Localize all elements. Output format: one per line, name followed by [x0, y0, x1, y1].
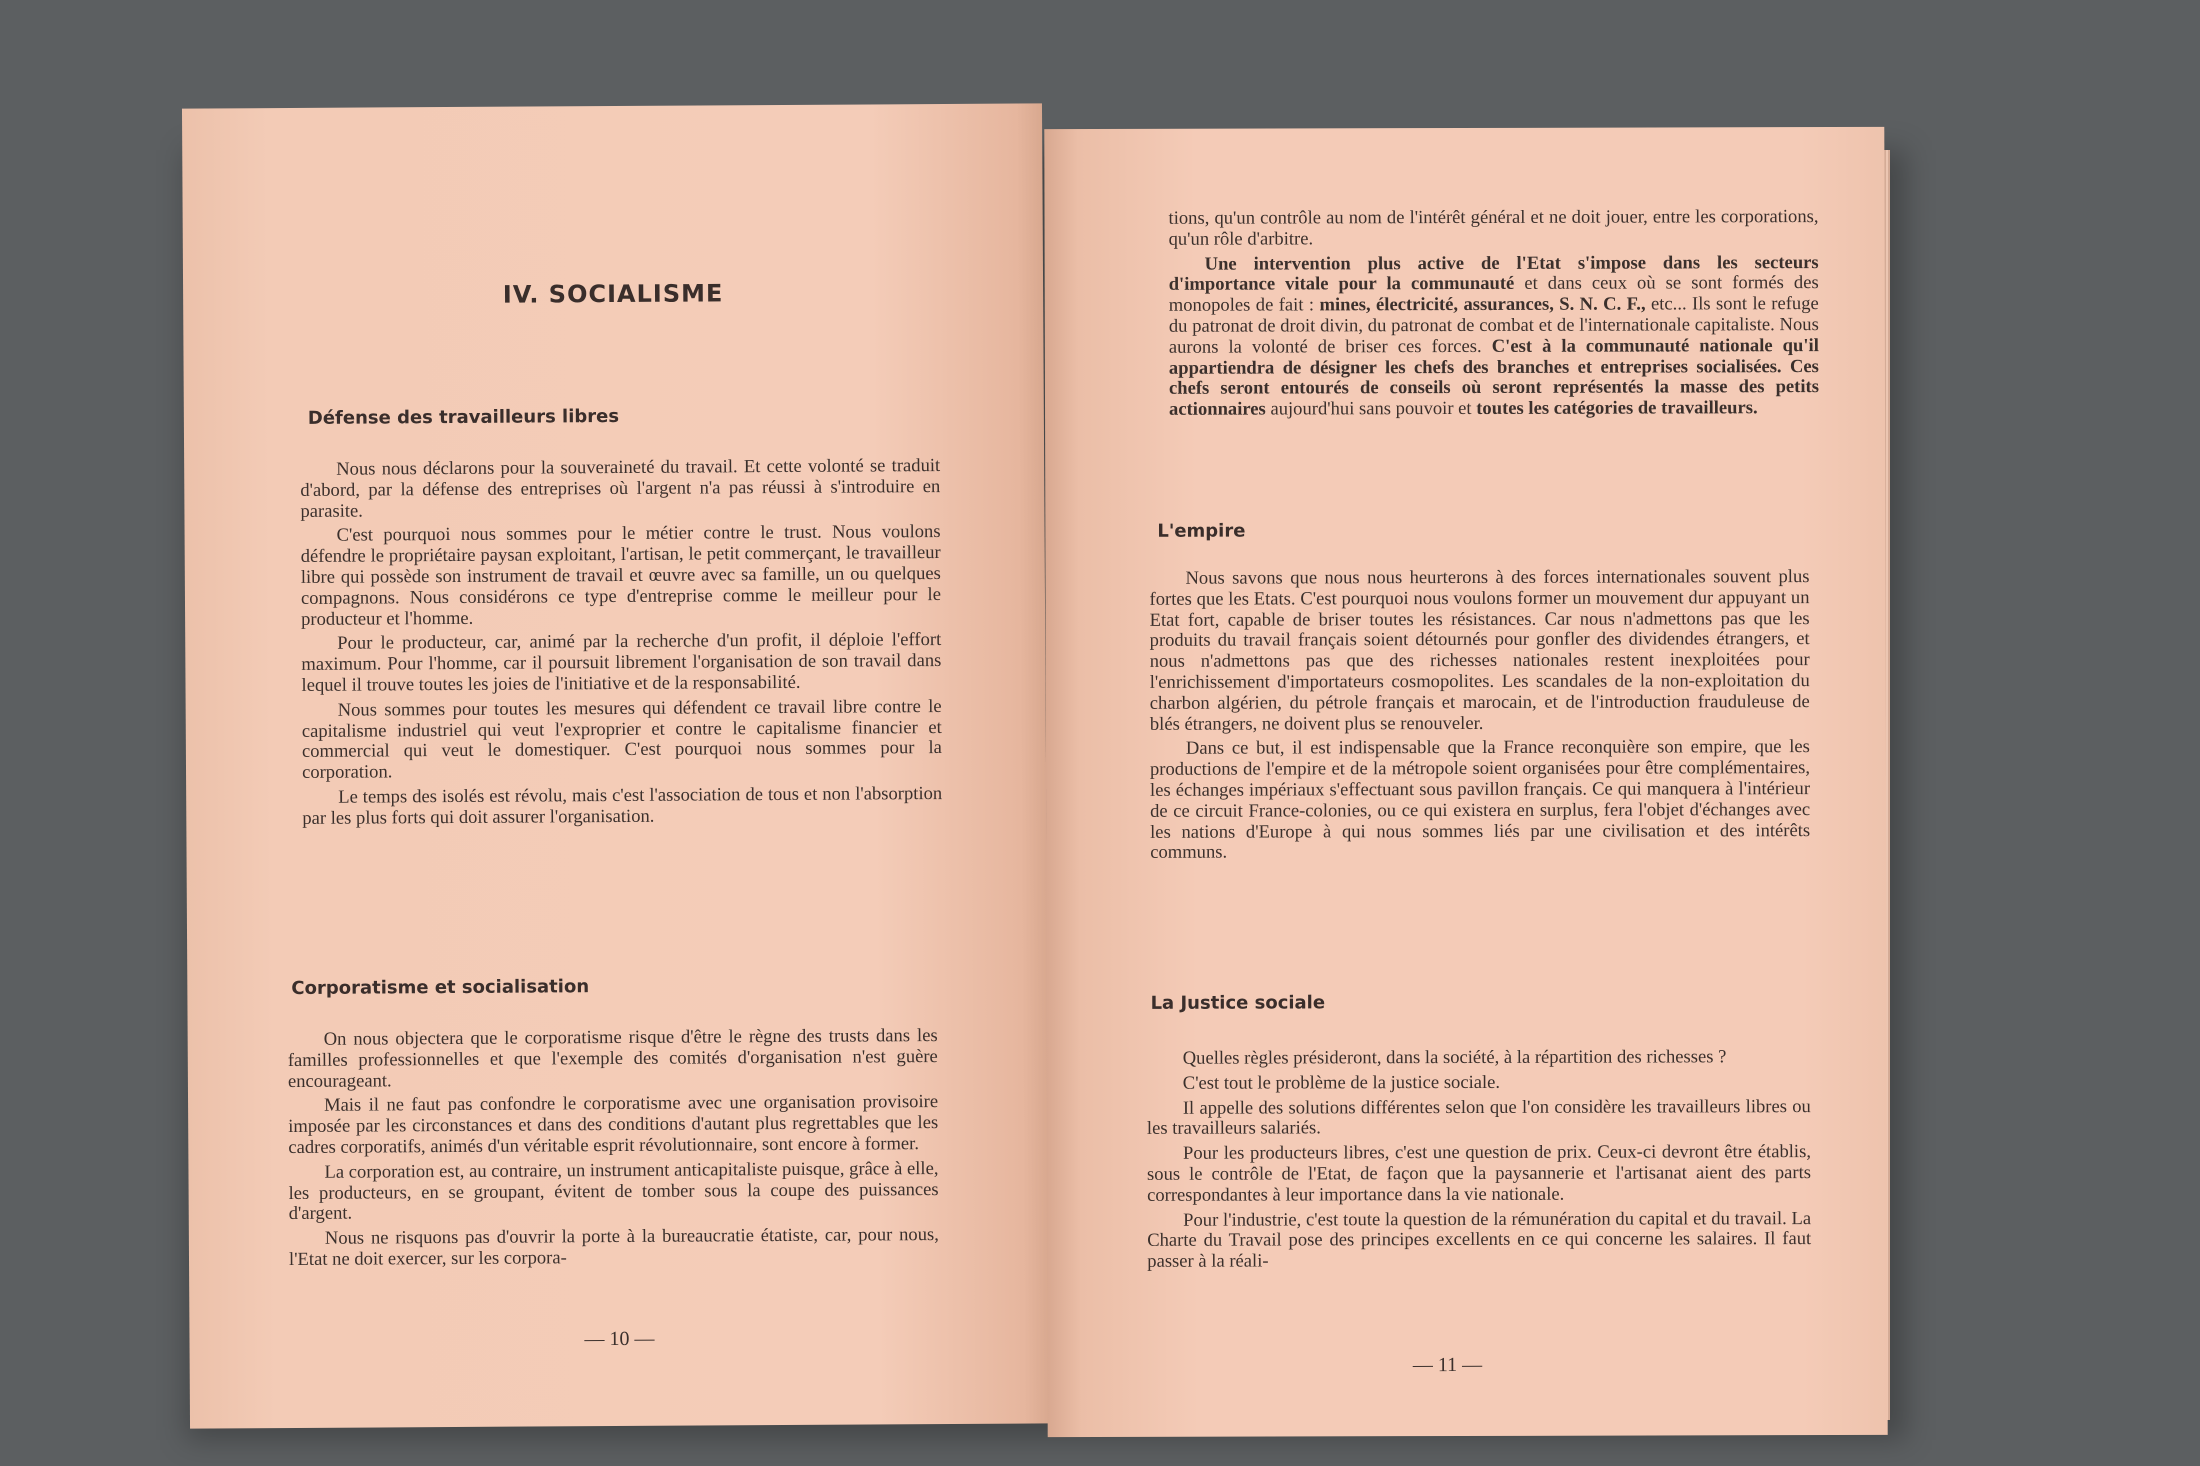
section-body-justice — [1147, 1047, 1812, 1277]
chapter-title: IV. SOCIALISME — [502, 279, 724, 309]
paragraph-socialisation — [1169, 253, 1819, 421]
section-body-corporatisme — [288, 1026, 939, 1275]
paragraph: Nous nous déclarons pour la souveraineté du travail. Et cette volonté se traduit d'abord, par la défense des entreprises où l'argent n'a pas réussi à s'introduire en parasite. — [300, 455, 941, 522]
paragraph: tions, qu'un contrôle au nom de l'intérêt général et ne doit jouer, entre les corporations, qu'un rôle d'arbitre. — [1168, 206, 1819, 250]
paragraph: Nous sommes pour toutes les mesures qui défendent ce travail libre contre le capitalisme industriel qui veut l'exproprier et contre le capitalisme financier et commercial qui veut le domestiquer. C'est pourquoi nous sommes pour la corporation. — [301, 695, 942, 784]
paragraph: C'est pourquoi nous sommes pour le métier contre le trust. Nous voulons défendre le propriétaire paysan exploitant, l'artisan, le petit commerçant, le travailleur libre qui possède son instrument de travail et œuvre avec sa famille, un ou quelques compagnons. Nous considérons ce type d'entreprise comme le meilleur pour le producteur et l'homme. — [300, 521, 942, 630]
paragraph: Nous ne risquons pas d'ouvrir la porte à la bureaucratie étatiste, car, pour nous, l'Etat ne doit exercer, sur les corpora- — [288, 1224, 939, 1270]
paragraph: Pour les producteurs libres, c'est une question de prix. Ceux-ci devront être établis, sous le contrôle de l'Etat, de façon que la paysannerie et l'artisanat aient des parts correspondantes à leur importance dans la vie nationale. — [1146, 1141, 1812, 1206]
paragraph: Il appelle des solutions différentes selon que l'on considère les travailleurs libres ou les travailleurs salariés. — [1146, 1095, 1811, 1140]
bold-span: toutes les catégories de travailleurs. — [1476, 397, 1758, 420]
text-span: et dans ceux où se sont formés des monopoles de fait : — [1168, 272, 1819, 316]
paragraph: Mais il ne faut pas confondre le corporatisme avec une organisation provisoire imposée par les circonstances et dans des conditions d'autant plus regrettables que les cadres corporatifs, animés d'un véritable esprit révolutionnaire, sont encore à former. — [288, 1091, 939, 1158]
text-span: aujourd'hui sans pouvoir et — [1265, 398, 1477, 420]
paragraph: Dans ce but, il est indispensable que la France reconquière son empire, que les productions de l'empire et de la métropole soient organisées pour être complémentaires, les échanges impériaux s'effectuant sous pavillon français. Ce qui manquera à l'intérieur de ce circuit France-colonies, ou ce qui existera en surplus, fera l'objet d'échanges avec les nations d'Europe à qui nous sommes liés par une civilisation et des intérêts communs. — [1149, 736, 1811, 864]
text-span: etc... Ils sont le refuge du patronat de droit divin, du patronat de combat et de l'internationale capitaliste. Nous aurons la volonté de briser ces forces. — [1168, 293, 1819, 358]
page-number: — 10 — — [584, 1327, 655, 1351]
section-body-empire — [1149, 567, 1810, 868]
paragraph: Le temps des isolés est révolu, mais c'est l'association de tous et non l'absorption par les plus forts qui doit assurer l'organisation. — [302, 782, 943, 829]
section-heading-empire: L'empire — [1157, 520, 1246, 542]
paragraph: Pour l'industrie, c'est toute la question de la rémunération du capital et du travail. La Charte du Travail pose des principes excellents en ce qui concerne les salaires. Il faut passer à la réali- — [1147, 1207, 1812, 1273]
paragraph: Nous savons que nous nous heurterons à des forces internationales souvent plus fortes que les Etats. C'est pourquoi nous voulons former un mouvement dur appuyant un Etat fort, capable de briser toutes les résistances. Car nous n'admettons pas que les produits du travail français soient détournés pour gonfler des dividendes étrangers, et nous n'admettons pas que des richesses nationales restent inexploitées pour l'enrichissement d'importateurs cosmopolites. Les scandales de la non-exploitation du charbon algérien, du pétrole français et marocain, et de l'introduction frauduleuse de blés étrangers, ne doivent plus se renouveler. — [1149, 566, 1810, 735]
section-heading-defense: Défense des travailleurs libres — [307, 405, 620, 429]
paragraph: C'est tout le problème de la justice sociale. — [1182, 1071, 1501, 1094]
intro-text — [1168, 207, 1819, 425]
right-page — [1044, 127, 1887, 1437]
left-page — [182, 103, 1050, 1428]
paragraph: Quelles règles présideront, dans la société, à la répartition des richesses ? — [1182, 1046, 1727, 1069]
paragraph: La corporation est, au contraire, un instrument anticapitaliste puisque, grâce à elle, les producteurs, en se groupant, évitent de tomber sous la coupe des puissances d'argent. — [288, 1157, 939, 1225]
bold-span: mines, électricité, assurances, S. N. C. F., — [1319, 293, 1646, 316]
section-heading-justice: La Justice sociale — [1150, 992, 1326, 1014]
paragraph: Pour le producteur, car, animé par la recherche d'un profit, il déploie l'effort maximum. Pour l'homme, car il poursuit librement l'organisation de son travail dans lequel il trouve toutes les joies de l'initiative et de la responsabilité. — [301, 629, 942, 696]
bold-span: C'est à la communauté nationale qu'il appartiendra de désigner les chefs des branches et entreprises socialisées. Ces chefs seront entourés de conseils où seront représentés la masse des petits actionnaires — [1168, 334, 1819, 420]
page-number: — 11 — — [1412, 1353, 1483, 1377]
section-body-defense — [300, 456, 942, 833]
paragraph: On nous objectera que le corporatisme risque d'être le règne des trusts dans les familles professionnelles et que l'exemple des comités d'organisation n'est guère encourageant. — [287, 1025, 938, 1092]
bold-span: Une intervention plus active de l'Etat s'impose dans les secteurs d'importance vitale pour la communauté — [1168, 251, 1819, 296]
section-heading-corporatisme: Corporatisme et socialisation — [291, 976, 590, 999]
